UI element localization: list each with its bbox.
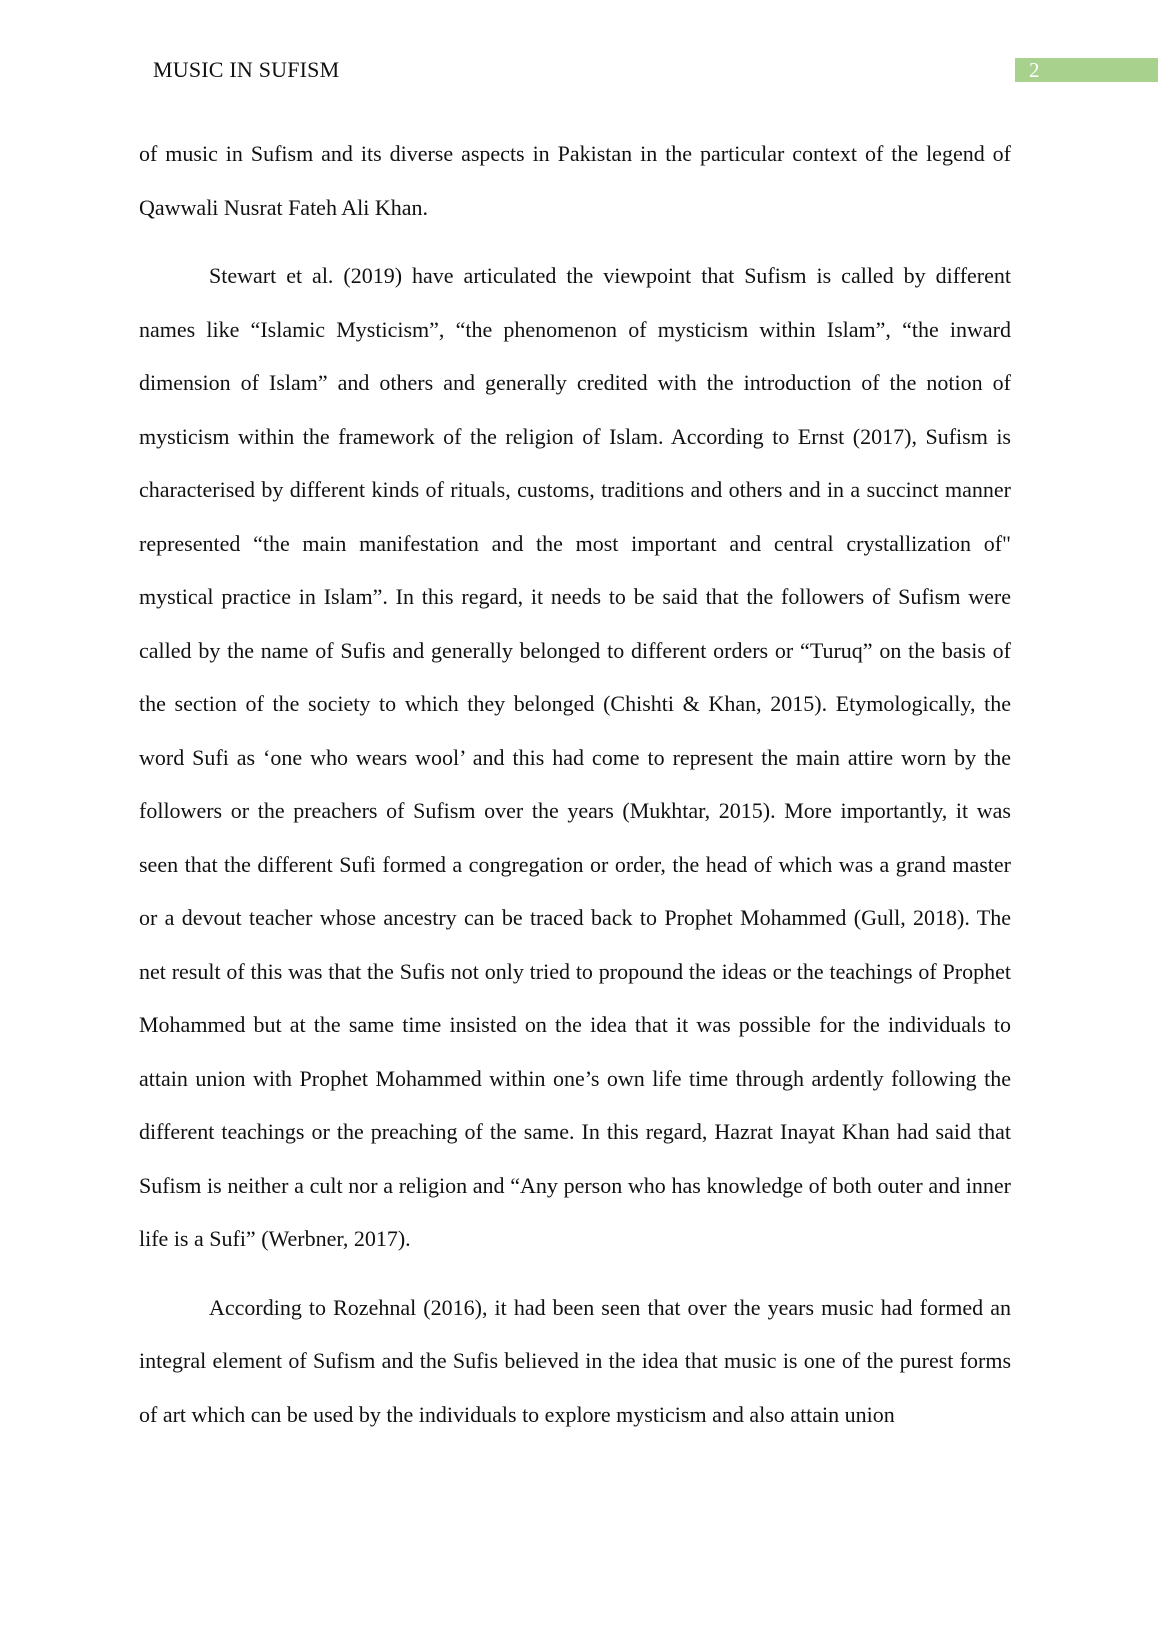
page-number: 2 bbox=[1015, 58, 1158, 82]
header-title: MUSIC IN SUFISM bbox=[153, 57, 340, 82]
paragraph-continuation: of music in Sufism and its diverse aspects in Pakistan in the particular context of the legend of Qawwali Nusrat Fateh Ali Khan. bbox=[139, 141, 1011, 220]
paragraph-music-in-sufism: According to Rozehnal (2016), it had been seen that over the years music had formed an integral element of Sufism and the Sufis believed in the idea that music is one of the purest forms of art which can be used by the individuals to explore mysticism and also attain union bbox=[139, 1294, 1011, 1427]
document-body bbox=[139, 127, 1011, 1441]
paragraph-sufism-definition: Stewart et al. (2019) have articulated the viewpoint that Sufism is called by different names like “Islamic Mysticism”, “the phenomenon of mysticism within Islam”, “the inward dimension of Islam” and others and generally credited with the introduction of the notion of mysticism within the framework of the religion of Islam. According to Ernst (2017), Sufism is characterised by different kinds of rituals, customs, traditions and others and in a succinct manner represented “the main manifestation and the most important and central crystallization of" mystical practice in Islam”. In this regard, it needs to be said that the followers of Sufism were called by the name of Sufis and generally belonged to different orders or “Turuq” on the basis of the section of the society to which they belonged (Chishti & Khan, 2015). Etymologically, the word Sufi as ‘one who wears wool’ and this had come to represent the main attire worn by the followers or the preachers of Sufism over the years (Mukhtar, 2015). More importantly, it was seen that the different Sufi formed a congregation or order, the head of which was a grand master or a devout teacher whose ancestry can be traced back to Prophet Mohammed (Gull, 2018). The net result of this was that the Sufis not only tried to propound the ideas or the teachings of Prophet Mohammed but at the same time insisted on the idea that it was possible for the individuals to attain union with Prophet Mohammed within one’s own life time through ardently following the different teachings or the preaching of the same. In this regard, Hazrat Inayat Khan had said that Sufism is neither a cult nor a religion and “Any person who has knowledge of both outer and inner life is a Sufi” (Werbner, 2017). bbox=[139, 263, 1011, 1251]
